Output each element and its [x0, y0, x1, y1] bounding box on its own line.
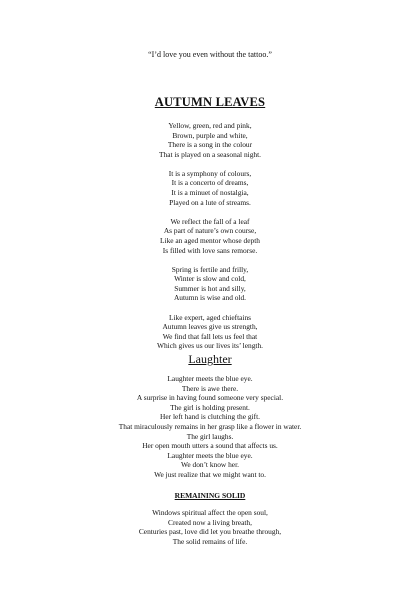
poem-line: That miraculously remains in her grasp like a flower in water. [118, 421, 302, 431]
poem-line: We just realize that we might want to. [154, 469, 266, 479]
poem-line: Like an aged mentor whose depth [160, 235, 260, 245]
poem-line: Windows spiritual affect the open soul, [152, 508, 268, 517]
poem-line: Laughter meets the blue eye. [167, 374, 253, 383]
poem-title-laughter: Laughter [188, 352, 232, 366]
poem-line: As part of nature’s own course, [163, 226, 257, 236]
poem-line: Played on a lute of streams. [169, 197, 251, 207]
stanza [0, 217, 420, 255]
poem-line: There is a song in the colour [167, 140, 253, 150]
epigraph: “I’d love you even without the tattoo.” [148, 50, 272, 59]
poem-title-remaining-solid: REMAINING SOLID [174, 491, 246, 500]
stanza [0, 121, 420, 159]
poem-line: Like expert, aged chieftains [168, 312, 252, 322]
poem-line: The girl laughs. [186, 431, 234, 441]
poem-line: Brown, purple and white, [172, 130, 248, 140]
poem-line: We don’t know her. [181, 460, 239, 470]
poem-line: Summer is hot and silly, [174, 283, 246, 293]
poem-line: It is a minuet of nostalgia, [171, 188, 249, 198]
poem-line: Is filled with love sans remorse. [162, 245, 258, 255]
poem-line: Autumn leaves give us strength, [162, 322, 258, 332]
poem-line: We reflect the fall of a leaf [170, 216, 250, 226]
poem-line: Centuries past, love did let you breathe through, [138, 527, 282, 537]
poem-body-remaining-solid [0, 508, 420, 556]
poem-line: It is a symphony of colours, [168, 168, 252, 178]
poem-line: The solid remains of life. [172, 536, 248, 546]
poem-line: Winter is slow and cold, [174, 274, 246, 284]
poem-line: A surprise in having found someone very special. [136, 393, 284, 403]
poem-line: It is a concerto of dreams, [171, 178, 249, 188]
poem-body-laughter [0, 374, 420, 489]
poem-line: Spring is fertile and frilly, [171, 264, 249, 274]
poem-line: Autumn is wise and old. [173, 293, 247, 303]
poem-title-autumn-leaves: AUTUMN LEAVES [154, 95, 266, 109]
stanza [0, 313, 420, 351]
poem-line: Yellow, green, red and pink, [168, 121, 252, 130]
stanza [0, 169, 420, 207]
poem-line: We find that fall lets us feel that [162, 331, 258, 341]
poem-line: The girl is holding present. [170, 402, 250, 412]
poem-line: Her left hand is clutching the gift. [160, 412, 260, 422]
stanza [0, 265, 420, 303]
poem-body-autumn-leaves [0, 121, 420, 360]
stanza [0, 508, 420, 546]
stanza [0, 374, 420, 480]
poem-line: Created now a living breath, [168, 517, 252, 527]
poem-line: Which gives us our lives its’ length. [157, 341, 263, 351]
poem-line: Laughter meets the blue eye. [167, 450, 253, 460]
poem-line: Her open mouth utters a sound that affects us. [142, 441, 278, 451]
poem-line: That is played on a seasonal night. [158, 149, 261, 159]
poem-line: There is awe there. [181, 383, 239, 393]
